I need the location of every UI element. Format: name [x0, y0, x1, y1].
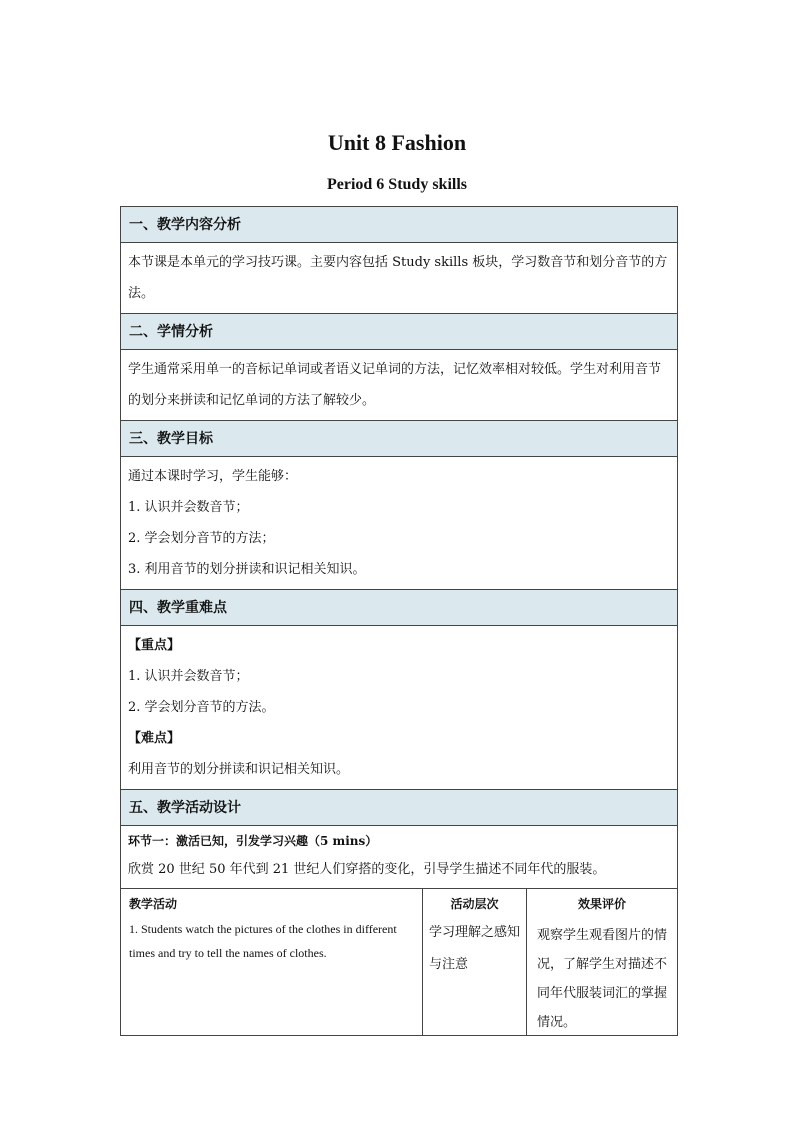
section-5-heading: 五、教学活动设计 [120, 789, 678, 825]
stage-1-title: 环节一：激活已知，引发学习兴趣（5 mins） [128, 834, 378, 848]
goal-item: 1. 认识并会数音节； [128, 500, 249, 515]
section-1-text: 本节课是本单元的学习技巧课。主要内容包括 Study skills 板块，学习数音节和划分音节的方法。 [128, 255, 668, 301]
difficult-point-text: 利用音节的划分拼读和识记相关知识。 [128, 762, 350, 777]
stage-1 [120, 825, 678, 888]
level-text: 学习理解之感知与注意 [429, 925, 521, 972]
evaluation-column [527, 889, 677, 1035]
activity-table [120, 888, 678, 1036]
key-point-item: 2. 学会划分音节的方法。 [128, 700, 275, 715]
lesson-plan-table [120, 206, 678, 1036]
stage-1-description: 欣赏 20 世纪 50 年代到 21 世纪人们穿搭的变化，引导学生描述不同年代的服装。 [128, 862, 606, 877]
section-2-body [120, 349, 678, 420]
document-subtitle: Period 6 Study skills [326, 176, 468, 193]
level-column-header: 活动层次 [450, 897, 499, 911]
section-2-heading: 二、学情分析 [120, 313, 678, 349]
section-1-body [120, 242, 678, 313]
section-3-body [120, 456, 678, 589]
goal-item: 2. 学会划分音节的方法； [128, 531, 275, 546]
evaluation-text: 观察学生观看图片的情况，了解学生对描述不同年代服装词汇的掌握情况。 [537, 928, 668, 1030]
activity-column-header: 教学活动 [129, 897, 178, 911]
difficult-points-label: 【难点】 [128, 731, 181, 746]
evaluation-column-header: 效果评价 [577, 897, 626, 911]
key-points-label: 【重点】 [128, 638, 181, 653]
section-2-text: 学生通常采用单一的音标记单词或者语义记单词的方法，记忆效率相对较低。学生对利用音节的划分来拼读和记忆单词的方法了解较少。 [128, 362, 662, 408]
section-1-heading: 一、教学内容分析 [120, 206, 678, 242]
level-column [423, 889, 527, 1035]
activity-column [121, 889, 423, 1035]
section-4-heading: 四、教学重难点 [120, 589, 678, 625]
section-3-heading: 三、教学目标 [120, 420, 678, 456]
goals-intro: 通过本课时学习，学生能够： [128, 469, 298, 484]
goal-item: 3. 利用音节的划分拼读和识记相关知识。 [128, 562, 366, 577]
section-4-body [120, 625, 678, 789]
activity-text: 1. Students watch the pictures of the clothes in different times and try to tell the names of clothes. [129, 922, 397, 960]
document-title: Unit 8 Fashion [327, 130, 467, 155]
key-point-item: 1. 认识并会数音节； [128, 669, 249, 684]
